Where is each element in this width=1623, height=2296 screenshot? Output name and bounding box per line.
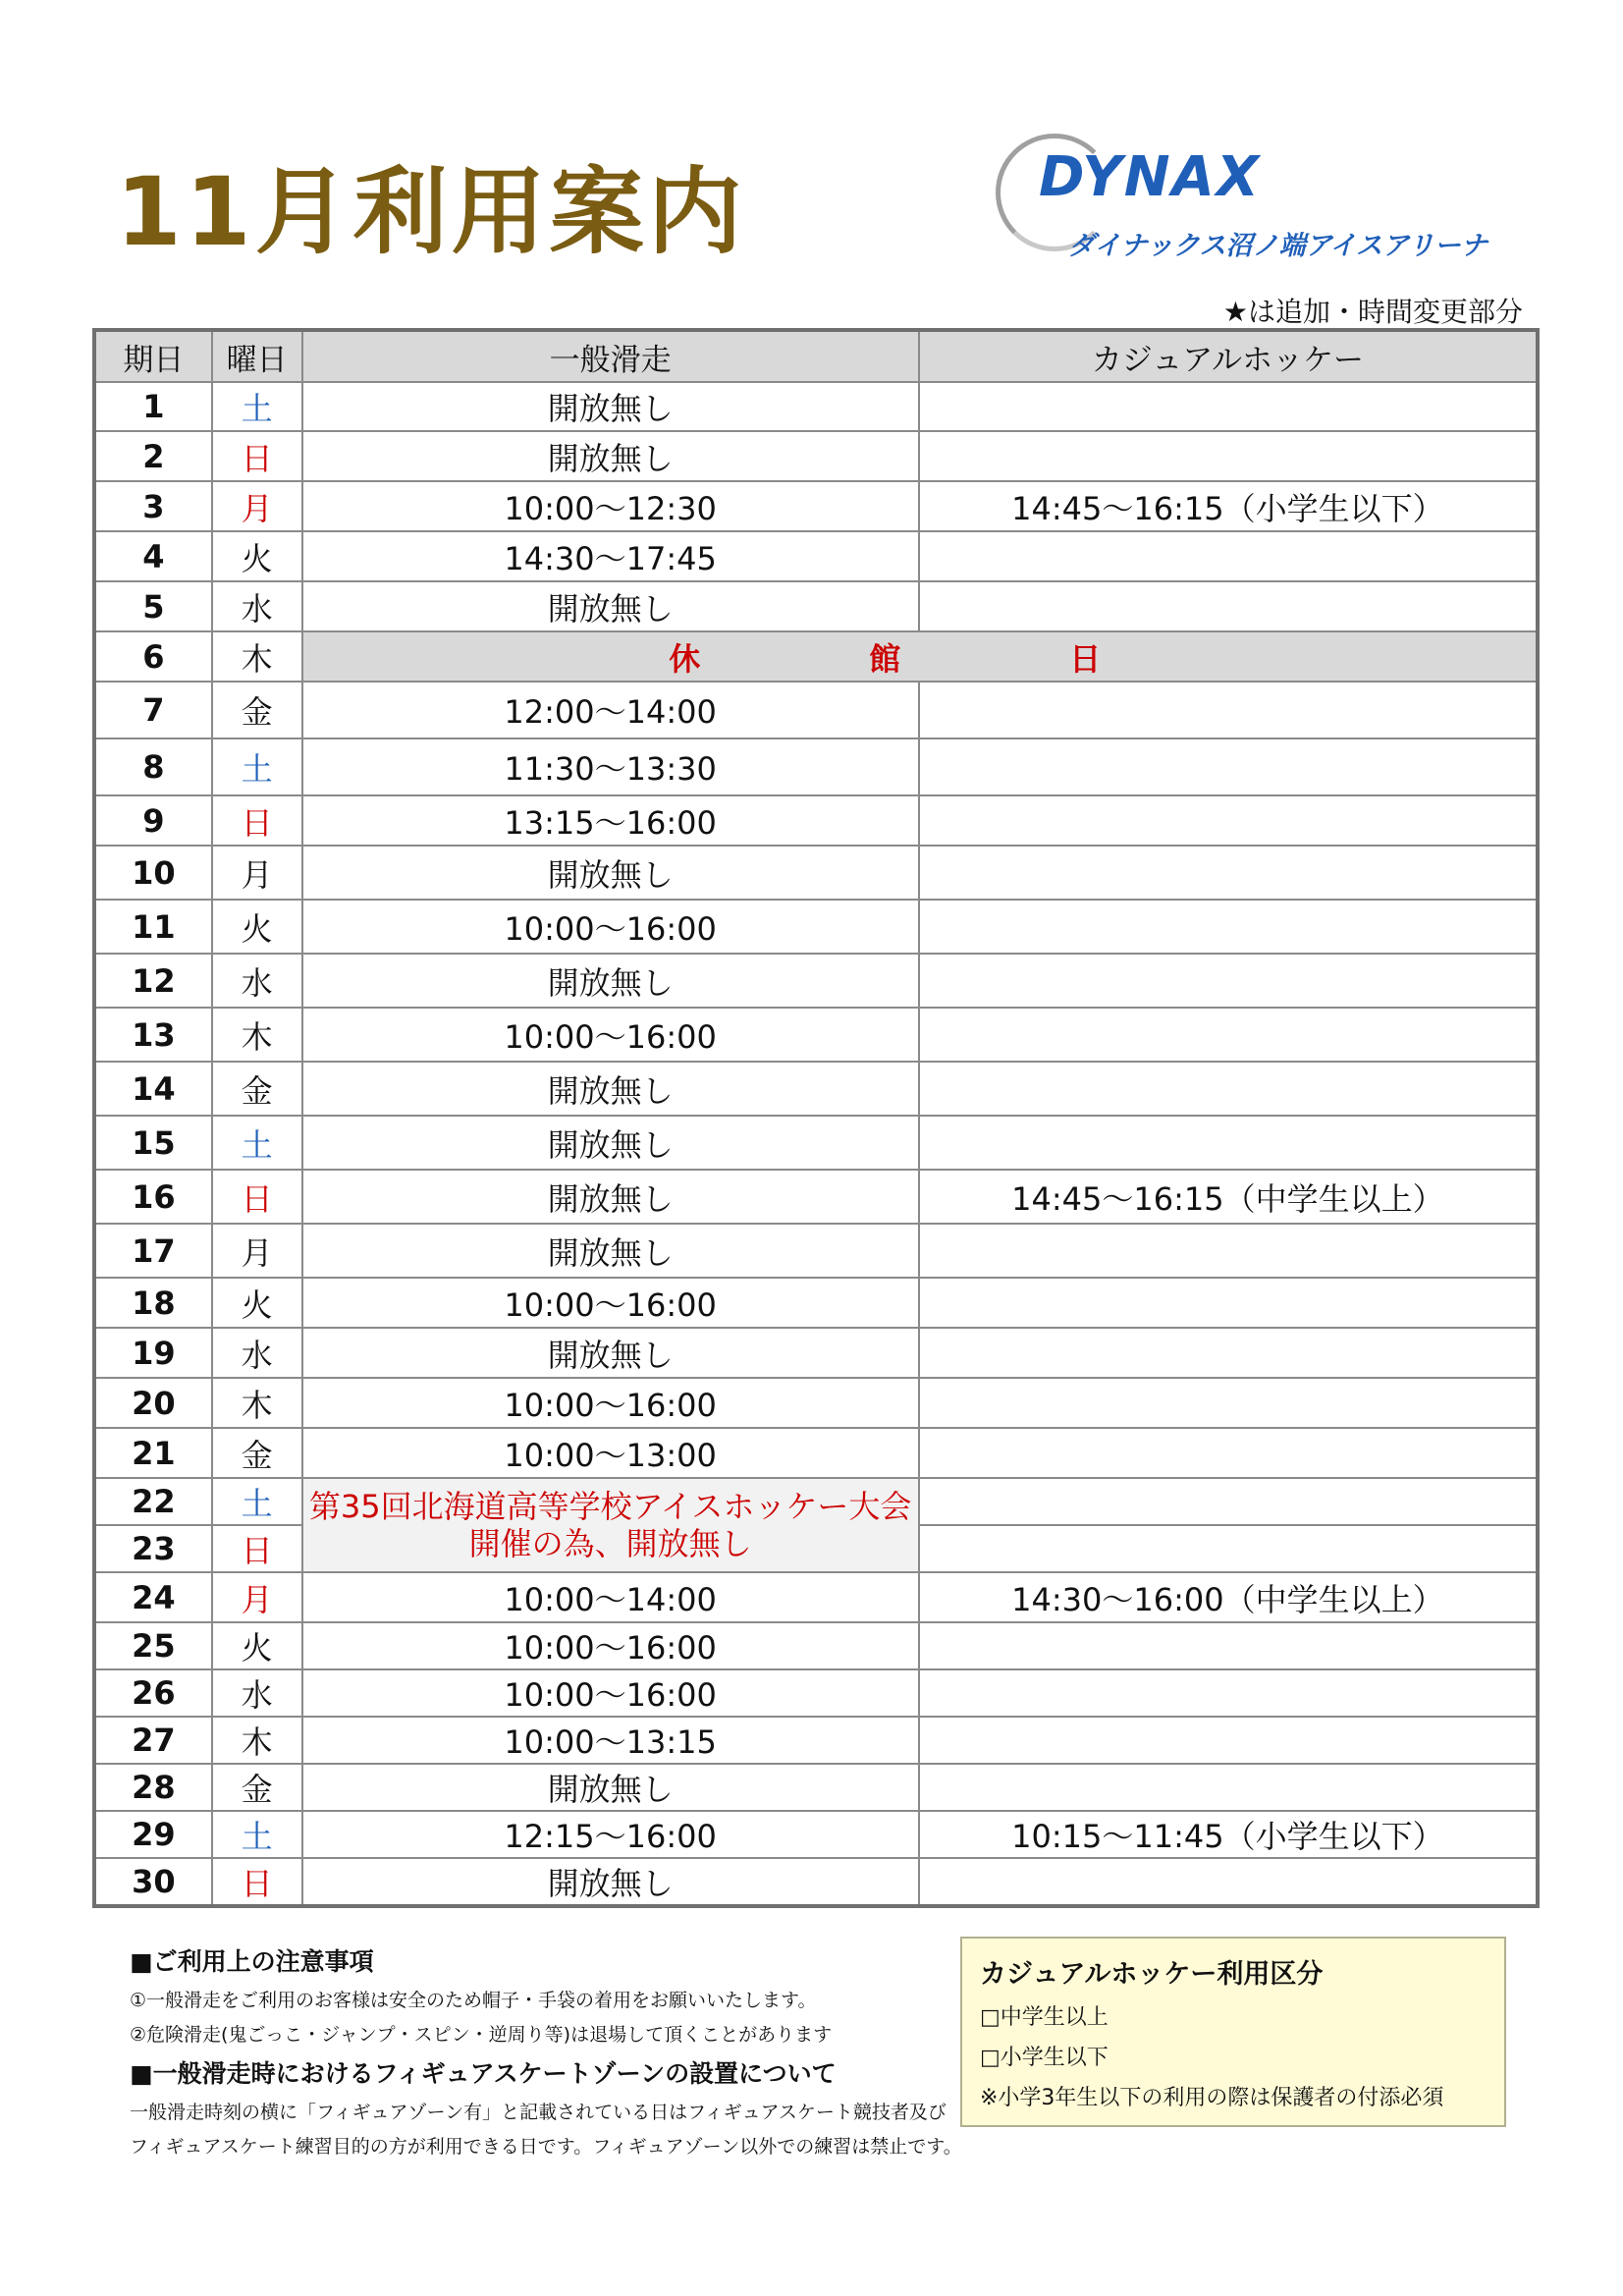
date-cell: 17 [94, 1224, 212, 1278]
weekday-cell: 土 [212, 382, 302, 431]
hockey-cell [919, 738, 1538, 795]
general-skating-cell: 10:00～16:00 [302, 900, 919, 954]
weekday-cell: 火 [212, 1622, 302, 1669]
table-row [94, 1328, 1538, 1378]
header-general-skating: 一般滑走 [302, 330, 919, 382]
general-skating-cell: 13:15～16:00 [302, 795, 919, 846]
weekday-cell: 火 [212, 900, 302, 954]
table-row [94, 1008, 1538, 1062]
notes-line: フィギュアスケート練習目的の方が利用できる日です。フィギュアゾーン以外での練習は禁止です。 [130, 2136, 962, 2158]
general-skating-cell: 開放無し [302, 1858, 919, 1906]
notes-heading-caution: ■ご利用上の注意事項 [130, 1947, 374, 1976]
general-skating-cell: 開放無し [302, 1062, 919, 1116]
notes-line: ②危険滑走(鬼ごっこ・ジャンプ・スピン・逆周り等)は退場して頂くことがあります [130, 2024, 833, 2046]
hockey-cell [919, 581, 1538, 631]
general-skating-cell: 10:00～13:00 [302, 1428, 919, 1478]
weekday-cell: 水 [212, 1669, 302, 1717]
header-date: 期日 [94, 330, 212, 382]
weekday-cell: 日 [212, 1858, 302, 1906]
general-skating-cell: 開放無し [302, 382, 919, 431]
table-row [94, 954, 1538, 1008]
event-notice-cell [302, 1478, 919, 1572]
table-row [94, 1224, 1538, 1278]
hockey-box-note: ※小学3年生以下の利用の際は保護者の付添必須 [980, 2086, 1444, 2110]
weekday-cell: 木 [212, 1008, 302, 1062]
table-row [94, 738, 1538, 795]
date-cell: 15 [94, 1116, 212, 1170]
date-cell: 16 [94, 1170, 212, 1224]
hockey-cell [919, 954, 1538, 1008]
hockey-cell [919, 1224, 1538, 1278]
date-cell: 24 [94, 1572, 212, 1622]
date-cell: 9 [94, 795, 212, 846]
table-row [94, 1378, 1538, 1428]
date-cell: 3 [94, 481, 212, 531]
hockey-cell [919, 900, 1538, 954]
date-cell: 10 [94, 846, 212, 900]
date-cell: 5 [94, 581, 212, 631]
table-row [94, 631, 1538, 682]
hockey-cell: 14:45～16:15（小学生以下） [919, 481, 1538, 531]
event-notice-line: 第35回北海道高等学校アイスホッケー大会 [308, 1488, 912, 1525]
weekday-cell: 月 [212, 481, 302, 531]
hockey-cell [919, 1328, 1538, 1378]
general-skating-cell: 開放無し [302, 1328, 919, 1378]
notes-line: ①一般滑走をご利用のお客様は安全のため帽子・手袋の着用をお願いいたします。 [130, 1990, 817, 2011]
hockey-cell [919, 795, 1538, 846]
hockey-cell [919, 1858, 1538, 1906]
general-skating-cell: 開放無し [302, 431, 919, 481]
general-skating-cell: 10:00～16:00 [302, 1378, 919, 1428]
weekday-cell: 月 [212, 846, 302, 900]
date-cell: 13 [94, 1008, 212, 1062]
hockey-category-box [960, 1937, 1506, 2127]
table-row [94, 1764, 1538, 1811]
table-row [94, 1116, 1538, 1170]
table-row [94, 581, 1538, 631]
table-row [94, 1858, 1538, 1906]
hockey-cell [919, 846, 1538, 900]
schedule-table [92, 328, 1540, 1908]
date-cell: 11 [94, 900, 212, 954]
hockey-cell: 10:15～11:45（小学生以下） [919, 1811, 1538, 1858]
date-cell: 23 [94, 1525, 212, 1572]
date-cell: 20 [94, 1378, 212, 1428]
hockey-box-title: カジュアルホッケー利用区分 [980, 1959, 1324, 1990]
general-skating-cell: 10:00～13:15 [302, 1717, 919, 1764]
weekday-cell: 木 [212, 1717, 302, 1764]
table-row [94, 481, 1538, 531]
hockey-cell [919, 1478, 1538, 1525]
hockey-cell [919, 1062, 1538, 1116]
schedule-body [94, 382, 1538, 1906]
hockey-cell [919, 1622, 1538, 1669]
star-note: ★は追加・時間変更部分 [1222, 296, 1523, 328]
date-cell: 28 [94, 1764, 212, 1811]
hockey-cell [919, 1428, 1538, 1478]
table-row [94, 795, 1538, 846]
general-skating-cell: 10:00～16:00 [302, 1622, 919, 1669]
hockey-cell [919, 1116, 1538, 1170]
date-cell: 2 [94, 431, 212, 481]
date-cell: 6 [94, 631, 212, 682]
table-row [94, 1062, 1538, 1116]
general-skating-cell: 14:30～17:45 [302, 531, 919, 581]
weekday-cell: 金 [212, 1428, 302, 1478]
usage-notes [130, 1942, 964, 2166]
weekday-cell: 土 [212, 1478, 302, 1525]
general-skating-cell: 10:00～16:00 [302, 1008, 919, 1062]
table-row [94, 531, 1538, 581]
logo-subtitle: ダイナックス沼ノ端アイスアリーナ [1068, 231, 1488, 261]
general-skating-cell: 10:00～12:30 [302, 481, 919, 531]
header-weekday: 曜日 [212, 330, 302, 382]
date-cell: 4 [94, 531, 212, 581]
dynax-logo [992, 128, 1488, 265]
date-cell: 19 [94, 1328, 212, 1378]
weekday-cell: 水 [212, 954, 302, 1008]
event-notice-line: 開催の為、開放無し [468, 1525, 752, 1562]
hockey-cell [919, 1008, 1538, 1062]
hockey-box-item: □中学生以上 [980, 2005, 1109, 2030]
hockey-cell [919, 1717, 1538, 1764]
table-row [94, 382, 1538, 431]
general-skating-cell: 開放無し [302, 846, 919, 900]
table-row [94, 1170, 1538, 1224]
date-cell: 14 [94, 1062, 212, 1116]
weekday-cell: 月 [212, 1572, 302, 1622]
date-cell: 22 [94, 1478, 212, 1525]
weekday-cell: 金 [212, 682, 302, 738]
date-cell: 7 [94, 682, 212, 738]
general-skating-cell: 10:00～16:00 [302, 1278, 919, 1328]
weekday-cell: 日 [212, 431, 302, 481]
weekday-cell: 日 [212, 1170, 302, 1224]
hockey-box-item: □小学生以下 [980, 2046, 1109, 2070]
hockey-cell: 14:30～16:00（中学生以上） [919, 1572, 1538, 1622]
date-cell: 25 [94, 1622, 212, 1669]
weekday-cell: 火 [212, 531, 302, 581]
date-cell: 29 [94, 1811, 212, 1858]
general-skating-cell: 10:00～14:00 [302, 1572, 919, 1622]
hockey-cell [919, 1764, 1538, 1811]
table-row [94, 682, 1538, 738]
hockey-cell [919, 1525, 1538, 1572]
date-cell: 27 [94, 1717, 212, 1764]
weekday-cell: 土 [212, 1811, 302, 1858]
table-row [94, 1428, 1538, 1478]
weekday-cell: 日 [212, 1525, 302, 1572]
notes-heading-figure-zone: ■一般滑走時におけるフィギュアスケートゾーンの設置について [130, 2059, 837, 2088]
closed-day-cell: 休 館 日 [302, 631, 1538, 682]
date-cell: 12 [94, 954, 212, 1008]
table-row [94, 900, 1538, 954]
notes-line: 一般滑走時刻の横に「フィギュアゾーン有」と記載されている日はフィギュアスケート競技者及び [130, 2102, 947, 2123]
general-skating-cell: 開放無し [302, 581, 919, 631]
table-row [94, 846, 1538, 900]
table-header-row [94, 330, 1538, 382]
date-cell: 21 [94, 1428, 212, 1478]
weekday-cell: 水 [212, 1328, 302, 1378]
general-skating-cell: 11:30～13:30 [302, 738, 919, 795]
general-skating-cell: 開放無し [302, 1224, 919, 1278]
table-row [94, 1811, 1538, 1858]
general-skating-cell: 12:00～14:00 [302, 682, 919, 738]
general-skating-cell: 開放無し [302, 1764, 919, 1811]
header-casual-hockey: カジュアルホッケー [919, 330, 1538, 382]
hockey-cell: 14:45～16:15（中学生以上） [919, 1170, 1538, 1224]
hockey-cell [919, 382, 1538, 431]
date-cell: 18 [94, 1278, 212, 1328]
table-row [94, 1717, 1538, 1764]
page-title: 11月利用案内 [116, 157, 746, 267]
weekday-cell: 水 [212, 581, 302, 631]
table-row [94, 431, 1538, 481]
hockey-cell [919, 1278, 1538, 1328]
weekday-cell: 金 [212, 1764, 302, 1811]
hockey-cell [919, 682, 1538, 738]
hockey-cell [919, 1378, 1538, 1428]
general-skating-cell: 開放無し [302, 954, 919, 1008]
table-row [94, 1669, 1538, 1717]
weekday-cell: 土 [212, 738, 302, 795]
general-skating-cell: 開放無し [302, 1116, 919, 1170]
table-row [94, 1478, 1538, 1525]
date-cell: 1 [94, 382, 212, 431]
table-row [94, 1278, 1538, 1328]
general-skating-cell: 開放無し [302, 1170, 919, 1224]
weekday-cell: 火 [212, 1278, 302, 1328]
weekday-cell: 木 [212, 631, 302, 682]
weekday-cell: 土 [212, 1116, 302, 1170]
date-cell: 26 [94, 1669, 212, 1717]
date-cell: 8 [94, 738, 212, 795]
table-row [94, 1572, 1538, 1622]
hockey-cell [919, 531, 1538, 581]
general-skating-cell: 12:15～16:00 [302, 1811, 919, 1858]
weekday-cell: 月 [212, 1224, 302, 1278]
hockey-cell [919, 431, 1538, 481]
weekday-cell: 日 [212, 795, 302, 846]
date-cell: 30 [94, 1858, 212, 1906]
hockey-cell [919, 1669, 1538, 1717]
general-skating-cell: 10:00～16:00 [302, 1669, 919, 1717]
logo-brand: DYNAX [1039, 145, 1262, 209]
table-row [94, 1622, 1538, 1669]
weekday-cell: 木 [212, 1378, 302, 1428]
weekday-cell: 金 [212, 1062, 302, 1116]
